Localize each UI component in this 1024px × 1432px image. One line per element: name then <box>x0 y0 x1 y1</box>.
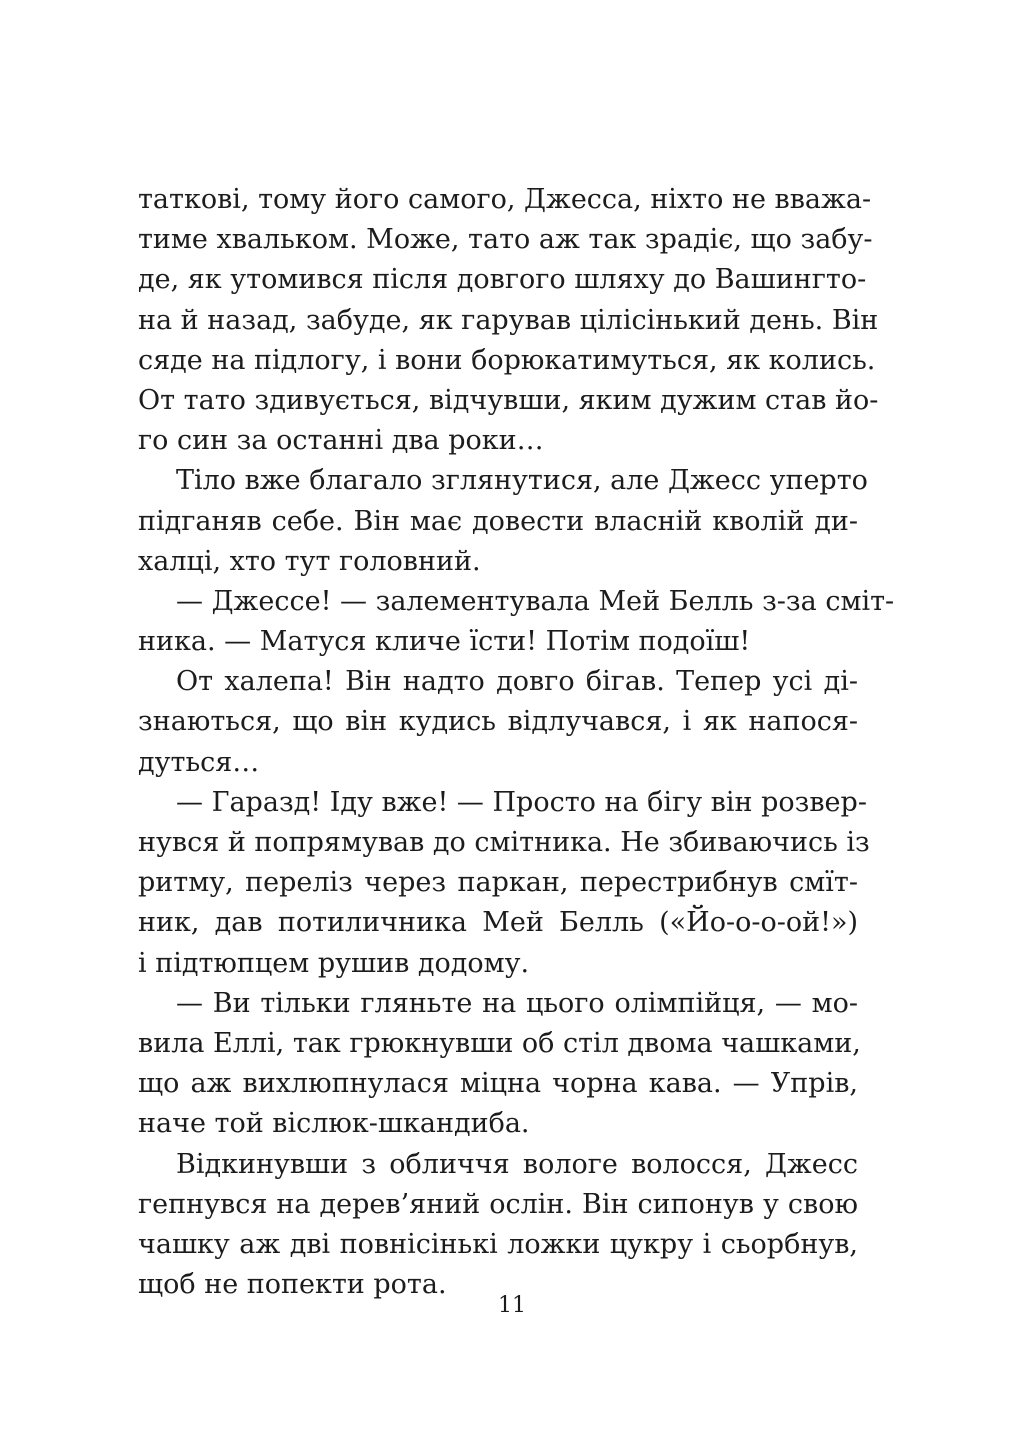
text-line: — Ви тільки гляньте на цього олімпійця, — мо- <box>176 987 858 1019</box>
text-line: знаються, що він кудись відлучався, і як напося- <box>138 706 858 738</box>
text-line: Відкинувши з обличчя вологе волосся, Джесс <box>176 1148 858 1180</box>
text-line: вила Еллі, так грюкнувши об стіл двома чашками, <box>138 1027 861 1059</box>
text-line: ник, дав потиличника Мей Белль («Йо-о-о-ой!») <box>138 907 858 939</box>
text-line: сяде на підлогу, і вони борюкатимуться, як колись. <box>138 344 876 376</box>
text-line: що аж вихлюпнулася міцна чорна кава. — Упрів, <box>138 1068 858 1100</box>
text-line: го син за останні два роки… <box>138 425 544 457</box>
body-text <box>138 180 895 1305</box>
text-line: От тато здивується, відчувши, яким дужим став йо- <box>138 384 879 416</box>
text-line: тиме хвальком. Може, тато аж так зрадіє, що забу- <box>138 224 873 256</box>
page-number: 11 <box>498 1293 526 1318</box>
text-line: — Джессе! — залементувала Мей Белль з-за сміт- <box>176 585 895 617</box>
text-line: чашку аж дві повнісінькі ложки цукру і сьорбнув, <box>138 1228 858 1260</box>
text-line: наче той віслюк-шкандиба. <box>138 1108 530 1140</box>
text-line: і підтюпцем рушив додому. <box>138 947 530 979</box>
text-line: Тіло вже благало зглянутися, але Джесс уперто <box>176 465 868 497</box>
text-line: щоб не попекти рота. <box>138 1269 447 1301</box>
text-line: де, як утомився після довгого шляху до Вашингто- <box>138 264 867 296</box>
text-line: ритму, переліз через паркан, перестрибнув смїт- <box>138 867 858 899</box>
text-line: нувся й попрямував до смітника. Не збиваючись із <box>138 827 870 858</box>
text-line: — Гаразд! Іду вже! — Просто на бігу він розвер- <box>176 786 867 818</box>
text-line: гепнувся на дерев’яний ослін. Він сипонув у свою <box>138 1188 858 1220</box>
text-line: ника. — Матуся кличе їсти! Потім подоїш! <box>138 626 751 658</box>
text-line: дуться… <box>138 746 260 778</box>
text-line: халці, хто тут головний. <box>138 545 481 577</box>
text-line: підганяв себе. Він має довести власній кволій ди- <box>138 505 858 537</box>
text-line: От халепа! Він надто довго бігав. Тепер усі ді- <box>176 666 858 698</box>
text-line: на й назад, забуде, як гарував цілісінький день. Він <box>138 304 879 336</box>
text-line: таткові, тому його самого, Джесса, ніхто не вважа- <box>138 184 872 215</box>
